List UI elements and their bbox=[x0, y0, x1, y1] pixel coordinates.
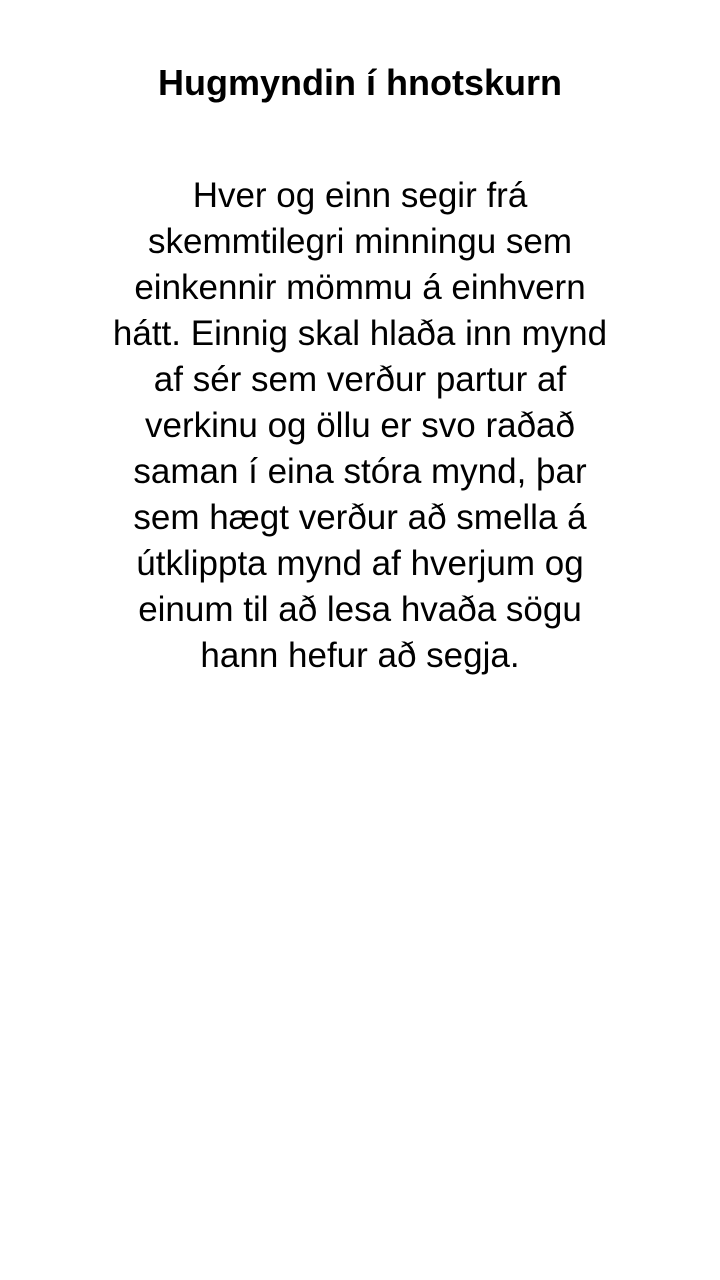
description-paragraph bbox=[60, 173, 660, 679]
description-line: saman í eina stóra mynd, þar bbox=[133, 452, 587, 491]
description-line: Hver og einn segir frá bbox=[192, 176, 528, 215]
description-line: skemmtilegri minningu sem bbox=[147, 222, 573, 261]
description-line: útklippta mynd af hverjum og bbox=[136, 544, 584, 583]
description-line: sem hægt verður að smella á bbox=[133, 498, 587, 537]
description-line: af sér sem verður partur af bbox=[153, 360, 567, 399]
description-line: einkennir mömmu á einhvern bbox=[134, 268, 586, 307]
page-title: Hugmyndin í hnotskurn bbox=[158, 62, 562, 103]
description-line: hátt. Einnig skal hlaða inn mynd bbox=[112, 314, 608, 353]
description-line: einum til að lesa hvaða sögu bbox=[138, 590, 582, 629]
description-line: hann hefur að segja. bbox=[200, 636, 520, 675]
description-line: verkinu og öllu er svo raðað bbox=[145, 406, 575, 445]
